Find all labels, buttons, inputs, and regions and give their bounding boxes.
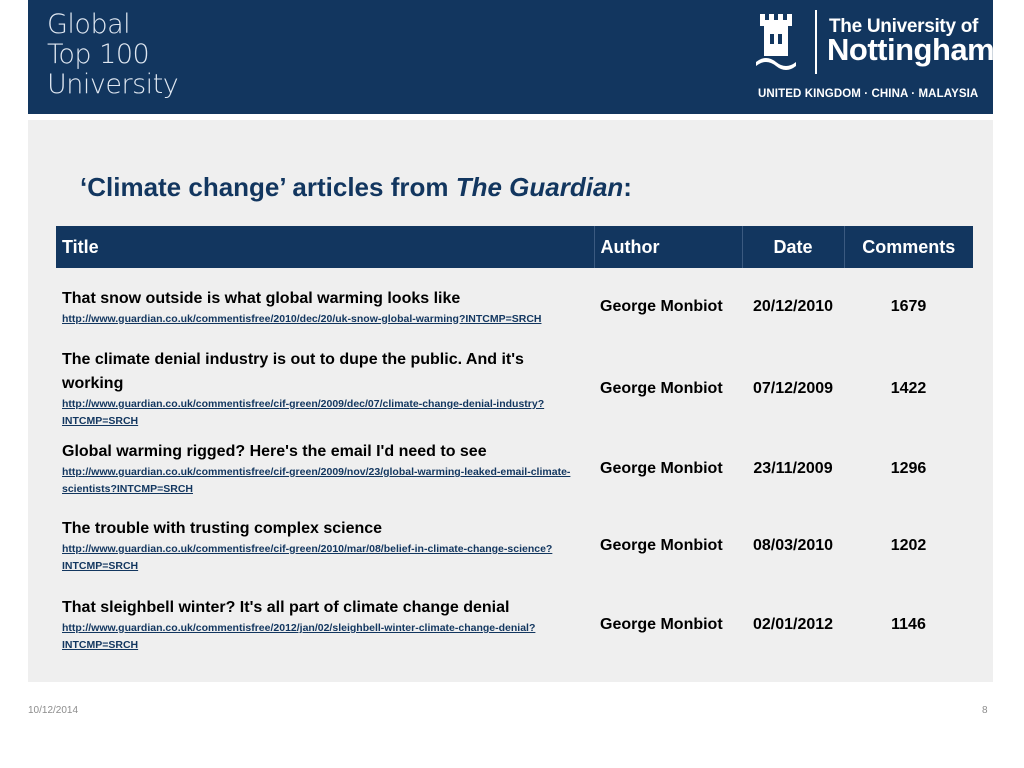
article-title: The climate denial industry is out to dupe the public. And it's working	[62, 351, 524, 392]
column-header-title: Title	[56, 226, 594, 268]
header-banner	[28, 0, 993, 114]
divider	[815, 10, 817, 74]
heading-prefix: ‘Climate change’ articles from	[80, 172, 456, 202]
comments-cell: 1146	[891, 616, 926, 633]
date-cell: 07/12/2009	[752, 380, 834, 397]
title-cell	[56, 432, 594, 506]
footer-date: 10/12/2014	[28, 705, 79, 716]
article-title: Global warming rigged? Here's the email I'd need to see	[62, 443, 487, 460]
author-cell: George Monbiot	[600, 537, 723, 554]
slide-heading	[80, 172, 632, 203]
castle-crest-icon	[756, 12, 800, 74]
author-cell: George Monbiot	[600, 460, 723, 477]
heading-suffix: :	[623, 172, 632, 202]
comments-cell: 1422	[890, 380, 927, 397]
title-cell	[56, 268, 594, 346]
page-number: 8	[982, 705, 988, 716]
article-link[interactable]: http://www.guardian.co.uk/commentisfree/cif-green/2010/mar/08/belief-in-climate-change-science?INTCMP=SRCH	[62, 543, 553, 572]
heading-publication: The Guardian	[455, 172, 624, 202]
date-cell: 02/01/2012	[752, 616, 834, 633]
article-link[interactable]: http://www.guardian.co.uk/commentisfree/2012/jan/02/sleighbell-winter-climate-change-denial?INTCMP=SRCH	[62, 622, 536, 651]
article-title: That sleighbell winter? It's all part of climate change denial	[62, 599, 510, 616]
table-row	[56, 506, 973, 586]
title-cell	[56, 346, 594, 432]
article-title: That snow outside is what global warming looks like	[62, 289, 461, 307]
author-cell: George Monbiot	[600, 616, 723, 633]
global-top-100-logo	[47, 10, 178, 100]
university-name-line2: Nottingham	[827, 32, 995, 67]
table-row	[56, 586, 973, 664]
table-row	[56, 432, 973, 506]
table-header-row	[56, 226, 973, 268]
logo-line: University	[47, 69, 179, 100]
comments-cell: 1296	[890, 460, 927, 477]
slide-content	[28, 120, 993, 682]
date-cell: 08/03/2010	[752, 537, 834, 554]
article-link[interactable]: http://www.guardian.co.uk/commentisfree/2010/dec/20/uk-snow-global-warming?INTCMP=SRCH	[62, 312, 542, 325]
logo-line: Top 100	[47, 39, 150, 70]
logo-line: Global	[47, 9, 131, 40]
comments-cell: 1202	[890, 537, 927, 554]
article-title: The trouble with trusting complex science	[62, 520, 383, 537]
university-name-line1: The University of	[829, 16, 979, 37]
column-header-date: Date	[742, 226, 844, 268]
articles-table	[56, 226, 973, 664]
date-cell: 20/12/2010	[752, 298, 834, 315]
article-link[interactable]: http://www.guardian.co.uk/commentisfree/cif-green/2009/dec/07/climate-change-denial-industry?INTCMP=SRCH	[62, 398, 545, 427]
author-cell: George Monbiot	[600, 380, 723, 397]
date-cell: 23/11/2009	[753, 460, 833, 477]
comments-cell: 1679	[890, 298, 927, 315]
table-row	[56, 346, 973, 432]
table-row	[56, 268, 973, 346]
title-cell	[56, 506, 594, 586]
article-link[interactable]: http://www.guardian.co.uk/commentisfree/cif-green/2009/nov/23/global-warming-leaked-email-climate-scientists?INTCMP=SRCH	[62, 466, 571, 495]
column-header-comments: Comments	[862, 236, 956, 257]
title-cell	[56, 586, 594, 664]
author-cell: George Monbiot	[600, 298, 723, 315]
campus-countries: UNITED KINGDOM · CHINA · MALAYSIA	[758, 88, 979, 100]
column-header-author: Author	[594, 226, 742, 268]
